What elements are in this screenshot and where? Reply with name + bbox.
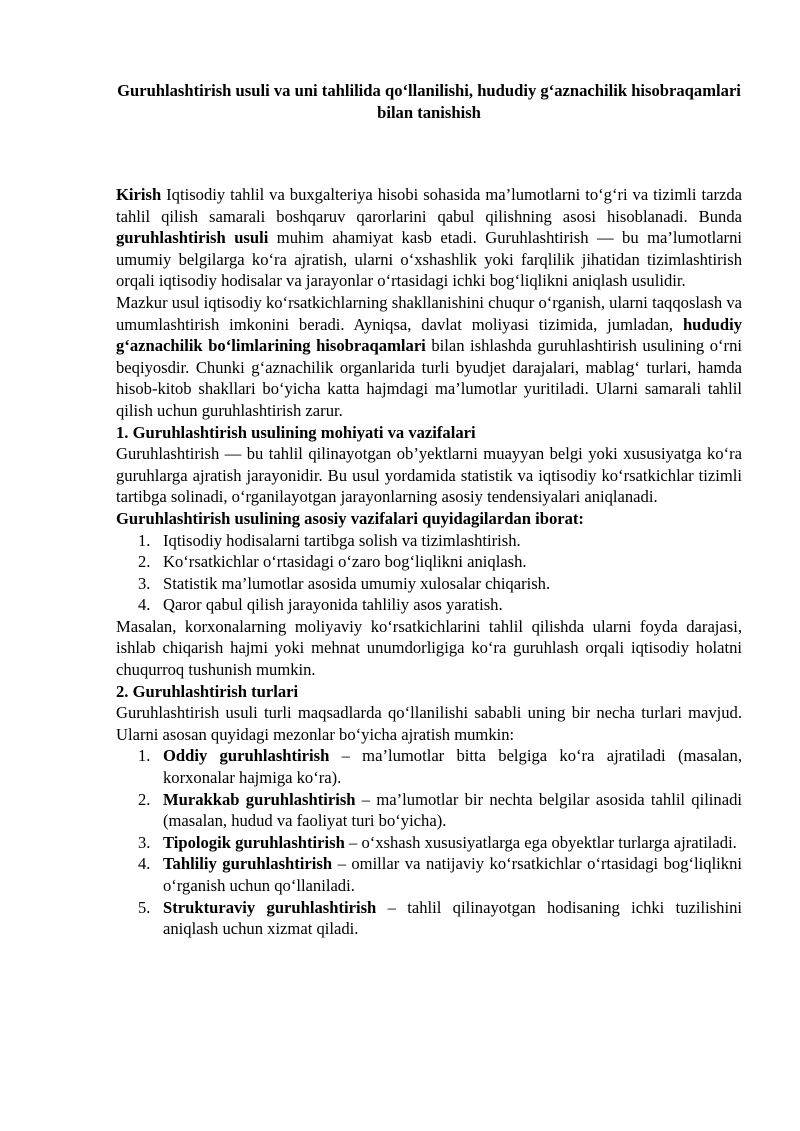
list-text: Statistik ma’lumotlar asosida umumiy xulosalar chiqarish. <box>163 573 551 593</box>
section1-subheading: Guruhlashtirish usulining asosiy vazifalari quyidagilardan iborat: <box>116 508 584 528</box>
list-text: – omillar va natijaviy ko‘rsatkichlar o‘rtasidagi bog‘liqlikni o‘rganish uchun qo‘llaniladi. <box>163 854 742 895</box>
intro-text-a: Iqtisodiy tahlil va buxgalteriya hisobi sohasida ma’lumotlarni to‘g‘ri va tizimli tarzda tahlil qilish samarali boshqaruv qarorlarini qabul qilishning asosi hisoblanadi. Bunda <box>116 185 742 226</box>
section2-heading: 2. Guruhlashtirish turlari <box>116 681 299 701</box>
list-number: 2. <box>138 552 151 572</box>
list-text: Qaror qabul qilish jarayonida tahliliy asos yaratish. <box>163 595 503 615</box>
list-item <box>116 853 742 896</box>
list-item <box>116 530 742 552</box>
list-item <box>116 832 742 854</box>
document-title: Guruhlashtirish usuli va uni tahlilida qo‘llanilishi, hududiy g‘aznachilik hisobraqamlari bilan tanishish <box>117 81 741 122</box>
list-bold-term: Murakkab guruhlashtirish <box>163 789 356 809</box>
section1-paragraph-2: Masalan, korxonalarning moliyaviy ko‘rsatkichlarini tahlil qilishda ularni foyda darajasi, ishlab chiqarish hajmi yoki mehnat unumdorligiga ko‘ra guruhlash orqali iqtisodiy holatni chuqurroq tushunish mumkin. <box>116 616 742 680</box>
list-bold-term: Oddiy guruhlashtirish <box>163 746 330 766</box>
list-item <box>116 897 742 940</box>
list-item <box>116 594 742 616</box>
tasks-list <box>116 530 742 616</box>
list-number: 4. <box>138 595 151 615</box>
list-number: 1. <box>138 746 151 766</box>
list-bold-term: Tahliliy guruhlashtirish <box>163 854 333 874</box>
intro-paragraph-1 <box>116 184 742 292</box>
intro-label: Kirish <box>116 185 162 204</box>
list-item <box>116 745 742 788</box>
intro-text-b: muhim ahamiyat kasb etadi. Guruhlashtirish — bu ma’lumotlarni umumiy belgilarga ko‘ra ajratish, ularni o‘xshashlik yoki farqlilik jihatidan tizimlashtirish orqali iqtisodiy hodisalar va jarayonlar o‘rtasidagi ichki bog‘liqlikni aniqlash usulidir. <box>116 228 742 291</box>
section1-heading: 1. Guruhlashtirish usulining mohiyati va vazifalari <box>116 422 476 442</box>
list-number: 4. <box>138 854 151 874</box>
types-list <box>116 745 742 939</box>
document-body <box>116 184 742 940</box>
section1-paragraph-1: Guruhlashtirish — bu tahlil qilinayotgan ob’yektlarni muayyan belgi yoki xususiyatga ko‘ra guruhlarga ajratish jarayonidir. Bu usul yordamida statistik va iqtisodiy ko‘rsatkichlar tizimli tartibga solinadi, o‘rganilayotgan jarayonlarning asosiy tendensiyalari aniqlanadi. <box>116 444 742 507</box>
list-text: – ma’lumotlar bir nechta belgilar asosida tahlil qilinadi (masalan, hudud va faoliyat turi bo‘yicha). <box>163 789 742 831</box>
list-number: 2. <box>138 789 151 809</box>
list-number: 3. <box>138 573 151 593</box>
list-text: – tahlil qilinayotgan hodisaning ichki tuzilishini aniqlash uchun xizmat qiladi. <box>163 897 743 939</box>
list-item <box>116 789 742 832</box>
list-number: 3. <box>138 832 151 852</box>
intro2-text-a: Mazkur usul iqtisodiy ko‘rsatkichlarning shakllanishini chuqur o‘rganish, ularni taqqoslash va umumlashtirish imkonini beradi. Ayniqsa, davlat moliyasi tizimida, jumladan, <box>116 292 742 334</box>
list-text: Iqtisodiy hodisalarni tartibga solish va tizimlashtirish. <box>163 530 521 550</box>
section2-paragraph-1: Guruhlashtirish usuli turli maqsadlarda qo‘llanilishi sababli uning bir necha turlari mavjud. Ularni asosan quyidagi mezonlar bo‘yicha ajratish mumkin: <box>116 703 742 744</box>
intro-bold-term: guruhlashtirish usuli <box>116 228 269 248</box>
list-bold-term: Strukturaviy guruhlashtirish <box>163 897 377 917</box>
list-item <box>116 573 742 595</box>
list-number: 1. <box>138 530 151 550</box>
list-text: – o‘xshash xususiyatlarga ega obyektlar turlarga ajratiladi. <box>344 832 737 852</box>
list-text: Ko‘rsatkichlar o‘rtasidagi o‘zaro bog‘liqlikni aniqlash. <box>163 552 527 572</box>
intro2-text-b: bilan ishlashda guruhlashtirish usulining o‘rni beqiyosdir. Chunki g‘aznachilik organlarida turli byudjet darajalari, mablag‘ turlari, hamda hisob-kitob shakllari bo‘yicha katta hajmdagi ma’lumotlar yuritiladi. Ularni samarali tahlil qilish uchun guruhlashtirish zarur. <box>116 336 742 420</box>
list-number: 5. <box>138 897 151 917</box>
list-item <box>116 551 742 573</box>
list-text: – ma’lumotlar bitta belgiga ko‘ra ajratiladi (masalan, korxonalar hajmiga ko‘ra). <box>163 746 742 788</box>
intro-paragraph-2 <box>116 292 742 422</box>
intro2-bold-term: hududiy g‘aznachilik bo‘limlarining hisobraqamlari <box>116 314 742 356</box>
list-bold-term: Tipologik guruhlashtirish <box>163 832 345 852</box>
